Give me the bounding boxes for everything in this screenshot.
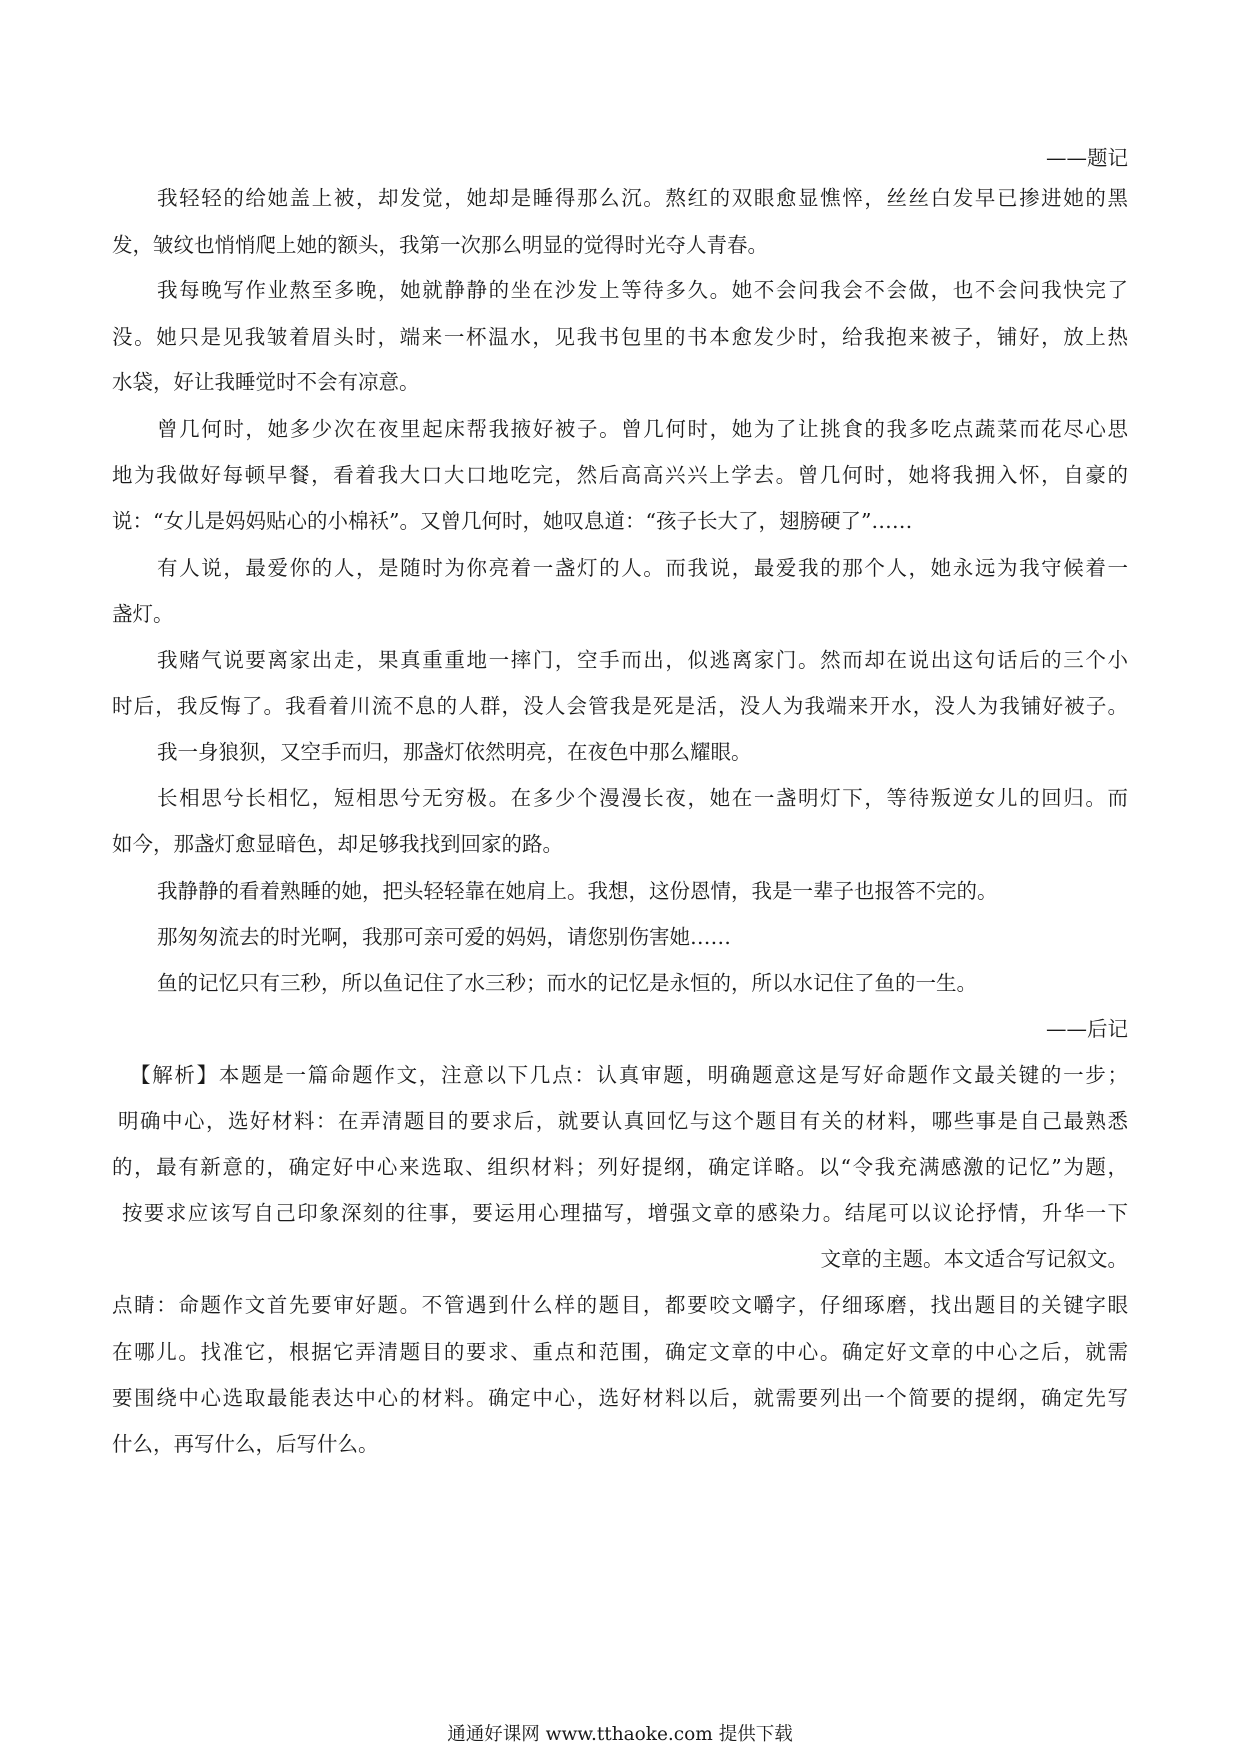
dianjing-line-2: 在哪儿。找准它，根据它弄清题目的要求、重点和范围，确定文章的中心。确定好文章的中心之后，就需 [112, 1340, 1128, 1364]
dianjing-line-4: 什么，再写什么，后写什么。 [112, 1432, 379, 1456]
paragraph-3-line-3: 说：“女儿是妈妈贴心的小棉袄”。又曾几何时，她叹息道：“孩子长大了，翅膀硬了”…… [112, 509, 913, 533]
paragraph-2-line-3: 水袋，好让我睡觉时不会有凉意。 [112, 370, 420, 394]
paragraph-5-line-2: 时后，我反悔了。我看着川流不息的人群，没人会管我是死是活，没人为我端来开水，没人为我铺好被子。 [112, 694, 1128, 718]
paragraph-6-line-1: 我一身狼狈，又空手而归，那盏灯依然明亮，在夜色中那么耀眼。 [157, 740, 752, 764]
paragraph-4-line-1: 有人说，最爱你的人，是随时为你亮着一盏灯的人。而我说，最爱我的那个人，她永远为我守候着一 [157, 556, 1128, 580]
paragraph-3-line-1: 曾几何时，她多少次在夜里起床帮我掖好被子。曾几何时，她为了让挑食的我多吃点蔬菜而花尽心思 [157, 417, 1128, 441]
dianjing-line-3: 要围绕中心选取最能表达中心的材料。确定中心，选好材料以后，就需要列出一个简要的提纲，确定先写 [112, 1386, 1128, 1410]
paragraph-9-line-1: 那匆匆流去的时光啊，我那可亲可爱的妈妈，请您别伤害她…… [157, 925, 731, 949]
paragraph-2-line-1: 我每晚写作业熬至多晚，她就静静的坐在沙发上等待多久。她不会问我会不会做，也不会问我快完了 [157, 278, 1128, 302]
analysis-line-3: 的，最有新意的，确定好中心来选取、组织材料；列好提纲，确定详略。以“令我充满感激的记忆”为题， [112, 1155, 1128, 1179]
paragraph-4-line-2: 盏灯。 [112, 602, 174, 626]
paragraph-5-line-1: 我赌气说要离家出走，果真重重地一摔门，空手而出，似逃离家门。然而却在说出这句话后的三个小 [157, 648, 1128, 672]
analysis-line-2: 明确中心，选好材料：在弄清题目的要求后，就要认真回忆与这个题目有关的材料，哪些事是自己最熟悉 [118, 1109, 1128, 1133]
paragraph-1-line-2: 发，皱纹也悄悄爬上她的额头，我第一次那么明显的觉得时光夺人青春。 [112, 233, 768, 257]
dianjing-line-1: 点睛：命题作文首先要审好题。不管遇到什么样的题目，都要咬文嚼字，仔细琢磨，找出题目的关键字眼 [112, 1293, 1128, 1317]
postscript-attribution: ——后记 [1046, 1017, 1128, 1041]
paragraph-1-line-1: 我轻轻的给她盖上被，却发觉，她却是睡得那么沉。熬红的双眼愈显憔悴，丝丝白发早已掺进她的黑 [157, 186, 1128, 210]
analysis-line-1: 【解析】本题是一篇命题作文，注意以下几点：认真审题，明确题意这是写好命题作文最关键的一步； [130, 1063, 1128, 1087]
page-footer: 通通好课网 www.tthaoke.com 提供下载 [447, 1724, 793, 1745]
paragraph-2-line-2: 没。她只是见我皱着眉头时，端来一杯温水，见我书包里的书本愈发少时，给我抱来被子，铺好，放上热 [112, 325, 1128, 349]
analysis-line-5: 文章的主题。本文适合写记叙文。 [820, 1247, 1128, 1271]
epigraph-attribution: ——题记 [1046, 146, 1128, 170]
paragraph-7-line-2: 如今，那盏灯愈显暗色，却足够我找到回家的路。 [112, 832, 563, 856]
analysis-line-4: 按要求应该写自己印象深刻的往事，要运用心理描写，增强文章的感染力。结尾可以议论抒情，升华一下 [122, 1201, 1128, 1225]
paragraph-3-line-2: 地为我做好每顿早餐，看着我大口大口地吃完，然后高高兴兴上学去。曾几何时，她将我拥入怀，自豪的 [112, 463, 1128, 487]
paragraph-8-line-1: 我静静的看着熟睡的她，把头轻轻靠在她肩上。我想，这份恩情，我是一辈子也报答不完的。 [157, 879, 998, 903]
paragraph-10-line-1: 鱼的记忆只有三秒，所以鱼记住了水三秒；而水的记忆是永恒的，所以水记住了鱼的一生。 [157, 971, 977, 995]
paragraph-7-line-1: 长相思兮长相忆，短相思兮无穷极。在多少个漫漫长夜，她在一盏明灯下，等待叛逆女儿的回归。而 [157, 786, 1128, 810]
